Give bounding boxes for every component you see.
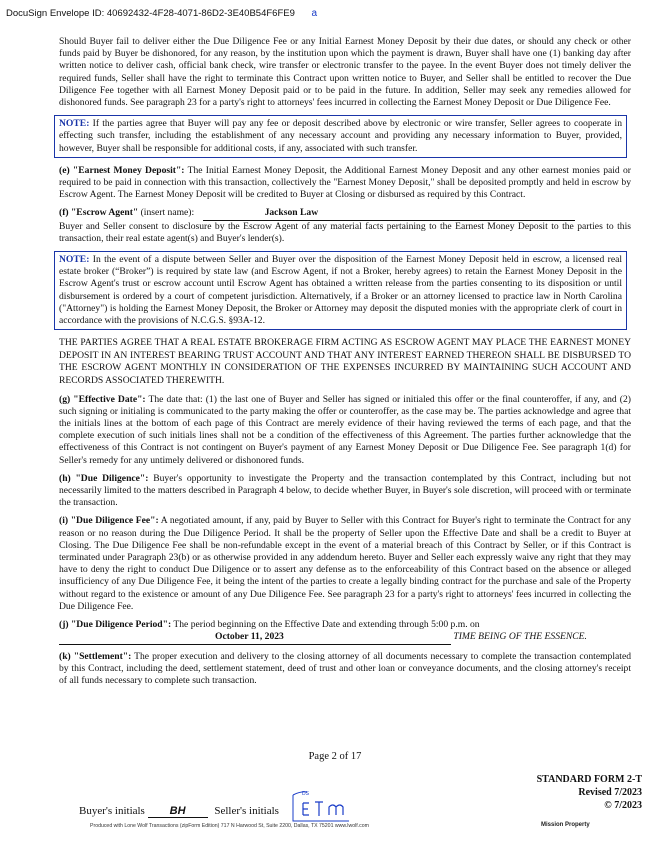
initials-row xyxy=(79,805,279,818)
section-heading: (e) "Earnest Money Deposit": xyxy=(59,164,185,176)
page-number: Page 2 of 17 xyxy=(308,751,362,762)
note-text: If the parties agree that Buyer will pay any fee or deposit described above by electronic or wire transfer, Seller agrees to cooperate in effecting such transfer, including the establishment of any necessary account and providing any necessary information to Buyer, provided, however, Buyer shall be responsible for additional costs, if any, associated with such transfer. xyxy=(59,118,622,154)
section-text: The date that: (1) the last one of Buyer and Seller has signed or initialed this offer or the final counteroffer, if any, and (2) such signing or initialing is communicated to the party making the offer or counteroffer, as the case may be. The parties acknowledge and agree that the initials lines at the bottom of each page of this Contract are merely evidence of their having reviewed the terms of each page, and that the complete execution of such initials lines shall not be a condition of the effectiveness of this Agreement. The parties further acknowledge that the effectiveness of this Contract is not contingent on Buyer's payment of any Earnest Money Deposit or Due Diligence Fee. See paragraph 1(d) for Seller's remedy for any untimely delivered or dishonored funds. xyxy=(59,393,631,466)
section-heading: (j) "Due Diligence Period": xyxy=(59,619,172,631)
section-text: Buyer and Seller consent to disclosure by the Escrow Agent of any material facts pertaining to the Earnest Money Deposit to the parties to this transaction, their real estate agent(s) and Buyer's lender(s). xyxy=(59,220,631,244)
effective-date-paragraph xyxy=(59,394,631,467)
note-label: NOTE: xyxy=(59,118,90,130)
dishonored-funds-paragraph: Should Buyer fail to deliver either the Due Diligence Fee or any Initial Earnest Money Deposit by their due dates, or should any check or other funds paid by Buyer be dishonored, for any reason, by the institution upon which the payment is drawn, Buyer shall have one (1) banking day after written notice to deliver cash, official bank check, wire transfer or electronic transfer to the payee. In the event Buyer does not timely deliver the required funds, Seller shall have the right to terminate this Contract upon written notice to Buyer, and Seller shall be entitled to recover the Due Diligence Fee together with all Earnest Money Deposit paid or to be paid in the future. In addition, Seller may seek any remedies allowed for dishonored funds. See paragraph 23 for a party's right to attorneys' fees incurred in collecting the Earnest Money Deposit or Due Diligence Fee. xyxy=(59,36,631,109)
section-text: The period beginning on the Effective Date and extending through 5:00 p.m. on xyxy=(171,619,480,631)
section-heading: (h) "Due Diligence": xyxy=(59,472,149,484)
earnest-money-paragraph xyxy=(59,165,631,202)
escrow-agent-paragraph xyxy=(59,207,631,245)
producer-line: Produced with Lone Wolf Transactions (zipForm Edition) 717 N Harwood St, Suite 2200, Dallas, TX 75201 www.lwolf.com xyxy=(90,823,369,829)
interest-bearing-caps-paragraph: THE PARTIES AGREE THAT A REAL ESTATE BROKERAGE FIRM ACTING AS ESCROW AGENT MAY PLACE THE EARNEST MONEY DEPOSIT IN AN INTEREST BEARING TRUST ACCOUNT AND THAT ANY INTEREST EARNED THEREON SHALL BE DISBURSED TO THE ESCROW AGENT MONTHLY IN CONSIDERATION OF THE EXPENSES INCURRED BY MAINTAINING SUCH ACCOUNT AND RECORDS ASSOCIATED THEREWITH. xyxy=(59,337,631,387)
buyer-initials-label: Buyer's initials xyxy=(79,805,145,817)
section-text: Buyer's opportunity to investigate the Property and the transaction contemplated by this Contract, including but not necessarily limited to the matters described in Paragraph 4 below, to decide whether Buyer, in Buyer's sole discretion, will proceed with or terminate the transaction. xyxy=(59,472,631,509)
docusign-initials-icon xyxy=(289,789,359,823)
settlement-paragraph xyxy=(59,651,631,688)
section-heading: (i) "Due Diligence Fee": xyxy=(59,515,159,527)
section-text: A negotiated amount, if any, paid by Buyer to Seller with this Contract for Buyer's right to terminate the Contract for any reason or no reason during the Due Diligence Period. It shall be the property of Seller upon the Effective Date and shall be a credit to Buyer at Closing. The Due Diligence Fee shall be non-refundable except in the event of a material breach of this Contract by Seller, or if this Contract is terminated under Paragraph 23(b) or as otherwise provided in any addendum hereto. Buyer and Seller each expressly waive any right that they may have to deny the right to conduct Due Diligence or to assert any defense as to the enforceability of this Contract based on the absence or alleged insufficiency of any Due Diligence Fee, it being the intent of the parties to create a legally binding contract for the purchase and sale of the Property without regard to the existence or amount of any Due Diligence Fee. See paragraph 23 for a party's right to attorneys' fees incurred in collecting the Due Diligence Fee. xyxy=(59,515,631,612)
envelope-id-text: DocuSign Envelope ID: 40692432-4F28-4071-86D2-3E40B54F6FE9 xyxy=(6,8,295,19)
contract-body xyxy=(59,36,631,693)
note-text: In the event of a dispute between Seller and Buyer over the disposition of the Earnest Money Deposit held in escrow, a licensed real estate broker (“Broker”) is required by state law (and Escrow Agent, if not a Broker, hereby agrees) to retain the Earnest Money Deposit in the Escrow Agent's trust or escrow account until Escrow Agent has obtained a written release from the parties consenting to its disposition or until disbursement is ordered by a court of competent jurisdiction. Alternatively, if a Broker or an attorney licensed to practice law in North Carolina ("Attorney") is holding the Earnest Money Deposit, the Broker or Attorney may deposit the disputed monies with the appropriate clerk of court in accordance with the provisions of N.C.G.S. §93A-12. xyxy=(59,254,622,327)
form-name: STANDARD FORM 2-T xyxy=(536,774,642,785)
insert-name-label: (insert name): xyxy=(138,207,195,219)
docusign-envelope-id xyxy=(6,8,317,19)
note-label: NOTE: xyxy=(59,254,90,266)
escrow-dispute-note xyxy=(54,251,627,330)
wire-transfer-note xyxy=(54,115,627,158)
brand-label: Mission Property xyxy=(541,822,590,828)
form-revised: Revised 7/2023 xyxy=(578,787,642,798)
due-diligence-period-paragraph xyxy=(59,619,631,644)
form-info xyxy=(537,773,642,812)
escrow-agent-field[interactable]: Jackson Law xyxy=(203,207,575,220)
section-text: The Initial Earnest Money Deposit, the Additional Earnest Money Deposit and any other earnest monies paid or required to be paid in connection with this transaction, collectively the "Earnest Money Deposit," shall be deposited promptly and held in escrow by Escrow Agent. The Earnest Money Deposit will be credited to Buyer at Closing or disbursed as required by this Contract. xyxy=(59,164,631,201)
envelope-mark: a xyxy=(311,8,318,19)
buyer-initials-field[interactable]: BH xyxy=(148,805,208,818)
form-copyright: © 7/2023 xyxy=(604,800,642,811)
due-diligence-date-field[interactable]: October 11, 2023 xyxy=(59,631,451,644)
section-heading: (f) "Escrow Agent" xyxy=(59,207,139,219)
seller-initials-label: Seller's initials xyxy=(214,805,279,817)
time-of-essence: TIME BEING OF THE ESSENCE. xyxy=(453,631,587,643)
section-heading: (k) "Settlement": xyxy=(59,650,132,662)
section-text: The proper execution and delivery to the closing attorney of all documents necessary to complete the transaction contemplated by this Contract, including the deed, settlement statement, deed of trust and other loan or conveyance documents, and the closing attorney's receipt of all funds necessary to complete such transaction. xyxy=(59,650,631,686)
section-heading: (g) "Effective Date": xyxy=(59,393,146,405)
ds-tag: DS xyxy=(302,791,309,797)
due-diligence-fee-paragraph xyxy=(59,515,631,613)
due-diligence-paragraph xyxy=(59,473,631,510)
